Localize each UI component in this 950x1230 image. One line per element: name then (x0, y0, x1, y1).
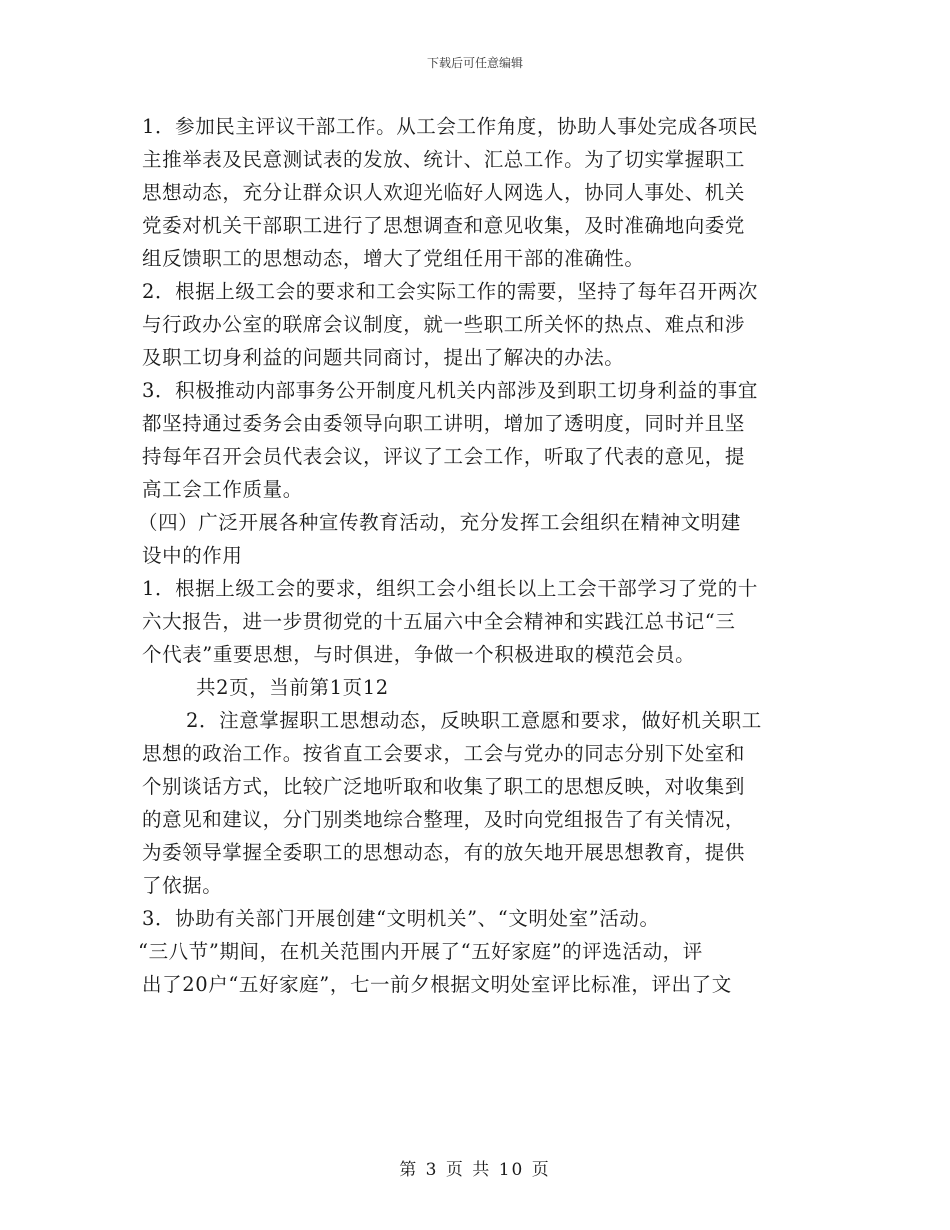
document-body (138, 110, 814, 1001)
text-line: 1．根据上级工会的要求，组织工会小组长以上工会干部学习了党的十 (142, 577, 759, 600)
text-line: 持每年召开会员代表会议，评议了工会工作，听取了代表的意见，提 (142, 445, 746, 468)
text-line: 了依据。 (142, 874, 223, 897)
text-line: 2．根据上级工会的要求和工会实际工作的需要，坚持了每年召开两次 (142, 280, 759, 303)
text-line: 个代表”重要思想，与时俱进，争做一个积极进取的模范会员。 (142, 643, 696, 666)
section-heading-line: 设中的作用 (142, 544, 243, 567)
text-line: 出了20户“五好家庭”，七一前夕根据文明处室评比标准，评出了文 (142, 973, 732, 996)
page-header-note: 下载后可任意编辑 (426, 56, 523, 70)
text-line: 个别谈话方式，比较广泛地听取和收集了职工的思想反映，对收集到 (142, 775, 746, 798)
text-line: 六大报告，进一步贯彻党的十五届六中全会精神和实践江总书记“三 (142, 610, 736, 633)
text-line: 组反馈职工的思想动态，增大了党组任用干部的准确性。 (142, 247, 645, 270)
section-heading-line: （四）广泛开展各种宣传教育活动，充分发挥工会组织在精神文明建 (138, 511, 742, 534)
page-footer-number: 第 3 页 共 10 页 (399, 1160, 551, 1180)
text-line: 高工会工作质量。 (142, 478, 303, 501)
text-line: 的意见和建议，分门别类地综合整理，及时向党组报告了有关情况， (142, 808, 746, 831)
text-line: 3．积极推动内部事务公开制度凡机关内部涉及到职工切身利益的事宜 (142, 379, 759, 402)
text-line: 为委领导掌握全委职工的思想动态，有的放矢地开展思想教育，提供 (142, 841, 746, 864)
text-line: 3．协助有关部门开展创建“文明机关”、“文明处室”活动。 (142, 907, 660, 930)
text-line: 思想动态，充分让群众识人欢迎光临好人网选人，协同人事处、机关 (142, 181, 746, 204)
text-line: 2．注意掌握职工思想动态，反映职工意愿和要求，做好机关职工 (186, 709, 762, 732)
text-line: 1．参加民主评议干部工作。从工会工作角度，协助人事处完成各项民 (142, 115, 759, 138)
text-line: 思想的政治工作。按省直工会要求，工会与党办的同志分别下处室和 (142, 742, 746, 765)
text-line: 都坚持通过委务会由委领导向职工讲明，增加了透明度，同时并且坚 (142, 412, 746, 435)
inline-page-counter: 共2页，当前第1页12 (196, 676, 389, 699)
text-line: 党委对机关干部职工进行了思想调查和意见收集，及时准确地向委党 (142, 214, 746, 237)
text-line: 及职工切身利益的问题共同商讨，提出了解决的办法。 (142, 346, 625, 369)
text-line: 主推举表及民意测试表的发放、统计、汇总工作。为了切实掌握职工 (142, 148, 746, 171)
text-line: “三八节”期间，在机关范围内开展了“五好家庭”的评选活动，评 (138, 940, 703, 963)
text-line: 与行政办公室的联席会议制度，就一些职工所关怀的热点、难点和涉 (142, 313, 746, 336)
